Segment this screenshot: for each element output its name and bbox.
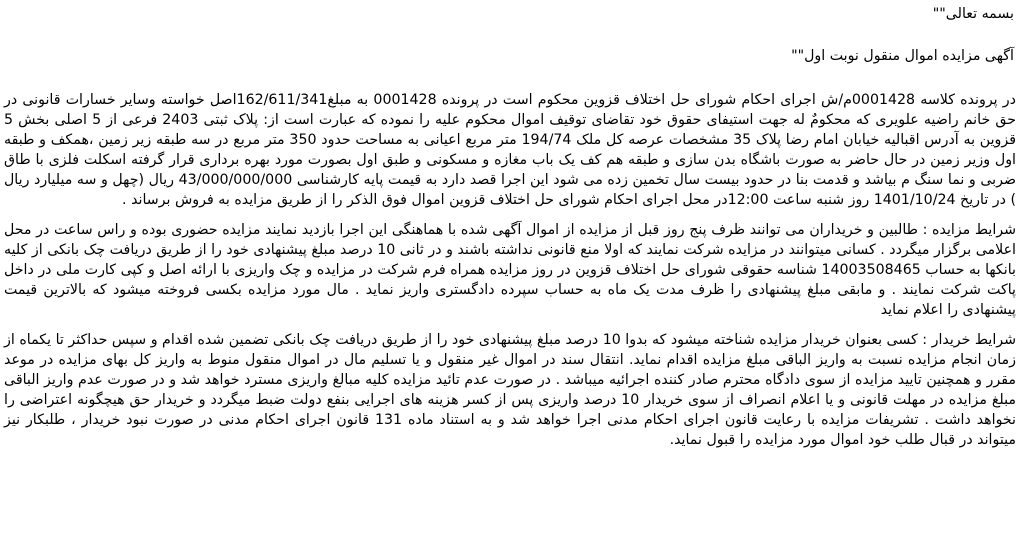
buyer-conditions-paragraph: شرایط خریدار : کسی بعنوان خریدار مزایده شناخته میشود که بدوا 10 درصد مبلغ پیشنهادی خود را از طریق دریافت چک بانکی تضمین شده اقدام و سپس حداکثر تا یکماه از زمان انجام مزایده نسبت به واریز الباقی مبلغ مزایده اقدام نماید. انتقال سند در اموال غیر منقول و یا تسلیم مال در اموال منقول منوط به واریز کل بهای مزایده در موعد مقرر و همچنین تایید مزایده از سوی دادگاه محترم صادر کننده اجرائیه میباشد . در صورت عدم تائید مزایده کلیه مبالغ واریزی مسترد خواهد شد و در صورت عدم واریز الباقی مبلغ مزایده در مهلت قانونی و یا اعلام انصراف از سوی خریدار 10 درصد واریزی پس از کسر هزینه های اجرایی بنفع دولت ضبط میگردد و خریدار حق هیچگونه اعتراضی را نخواهد داشت . تشریفات مزایده با رعایت قانون اجرای احکام مدنی اجرا خواهد شد و به استناد ماده 131 قانون اجرای احکام مدنی در صورت نبود خریدار ، طلبکار نیز میتواند در قبال طلب خود اموال مورد مزایده را قبول نماید. [4, 332, 1017, 448]
heading-bismillah: بسمه تعالی"" [932, 6, 1014, 22]
auction-conditions-paragraph: شرایط مزایده : طالبین و خریداران می توانند ظرف پنج روز قبل از مزایده از اموال آگهی شده با هماهنگی این اجرا بازدید نمایند مزایده حضوری بوده و راس ساعت در محل اعلامی برگزار میگردد . کسانی میتوانند در مزایده شرکت نمایند که اولا منع قانونی نداشته باشند و در ثانی 10 درصد مبلغ پیشنهادی خود را از طریق دریافت چک بانکی از کلیه بانکها به حساب 14003508465 شناسه حقوقی شورای حل اختلاف قزوین در روز مزایده همراه فرم شرکت در مزایده و چک واریزی با ارائه اصل و کپی کارت ملی در داخل پاکت شرکت نمایند . و مابقی مبلغ پیشنهادی را ظرف مدت یک ماه به حساب سپرده دادگستری واریز نماید . مال مورد مزایده بکسی فروخته میشود که بالاترین قیمت پیشنهادی را اعلام نماید [4, 222, 1016, 318]
auction-notice-document [4, 4, 1016, 450]
case-details-paragraph: در پرونده کلاسه 0001428م/ش اجرای احکام شورای حل اختلاف قزوین محکوم است در پرونده 0001428 به مبلغ162/611/341اصل خواسته وسایر خسارات قانونی در حق خانم راضیه علویری که محکومٌ له جهت استیفای حقوق خود تقاضای توقیف اموال محکوم علیه را نموده که عبارت است از: پلاک ثبتی 2403 فرعی از 5 اصلی بخش 5 قزوین به آدرس اقبالیه خیابان امام رضا پلاک 35 مشخصات عرصه کل ملک 194/74 متر مربع اعیانی به مساحت حدود 350 متر مربع در سه طبقه زیر زمین ،همکف و طبقه اول وزیر زمین در حال حاضر به صورت باشگاه بدن سازی و طبقه هم کف یک باب مغازه و مسکونی و طبق اول بصورت مورد بهره برداری قرار گرفته اسکلت فلزی با طاق ضربی و نما سنگ م بیاشد و قدمت بنا در حدود بیست سال تخمین زده می شود این اجرا قصد دارد به قیمت پایه کارشناسی 43/000/000/000 ریال (چهل و سه میلیارد ریال ) در تاریخ 1401/10/24 روز شنبه ساعت 12:00در محل اجرای احکام شورای حل اختلاف قزوین اموال فوق الذکر را از طریق مزایده به فروش برساند . [4, 92, 1017, 208]
notice-title: آگهی مزایده اموال منقول نوبت اول"" [791, 48, 1014, 64]
